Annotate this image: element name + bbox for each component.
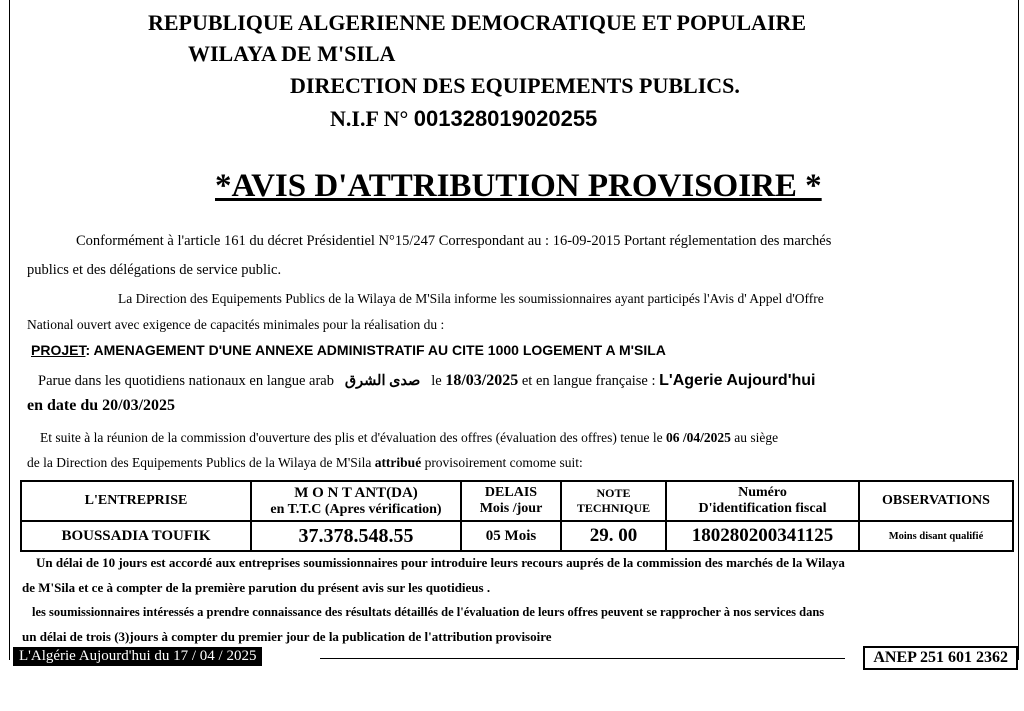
award-table	[20, 480, 1014, 552]
footer-line1: Un délai de 10 jours est accordé aux entreprises soumissionnaires pour introduire leurs recours auprés de la commission des marchés de la Wilaya	[36, 555, 845, 570]
para4-text: Et suite à la réunion de la commission d'ouverture des plis et d'évaluation des offres (évaluation des offres) tenue le	[40, 430, 663, 445]
nif-value: 001328019020255	[413, 106, 598, 131]
arabic-newspaper: صدى الشرق	[344, 373, 421, 389]
cell-entreprise: BOUSSADIA TOUFIK	[21, 521, 251, 551]
header-line2: WILAYA DE M'SILA	[188, 41, 396, 66]
french-newspaper: L'Agerie Aujourd'hui	[659, 372, 816, 389]
project	[31, 342, 666, 358]
header-montant: M O N T ANT(DA) en T.T.C (Apres vérification)	[251, 481, 461, 521]
para3-date: en date du 20/03/2025	[27, 397, 176, 414]
project-text: : AMENAGEMENT D'UNE ANNEXE ADMINISTRATIF AU CITE 1000 LOGEMENT A M'SILA	[85, 342, 666, 358]
para1-line1: Conformément à l'article 161 du décret Présidentiel N°15/247 Correspondant au : 16-09-2015 Portant réglementation des marchés	[76, 233, 832, 249]
header-line3: DIRECTION DES EQUIPEMENTS PUBLICS.	[290, 73, 740, 98]
para3-line1	[38, 372, 815, 390]
header-nif: Numéro D'identification fiscal	[666, 481, 859, 521]
meeting-date: 06 /04/2025	[665, 430, 731, 445]
para4-text2: de la Direction des Equipements Publics de la Wilaya de M'Sila	[27, 455, 372, 470]
cell-nif: 180280200341125	[666, 521, 859, 551]
para4-end2: provisoirement comome suit:	[424, 455, 583, 470]
bottom-rule	[320, 658, 845, 659]
anep-reference: ANEP 251 601 2362	[863, 646, 1018, 670]
header-entreprise: L'ENTREPRISE	[21, 481, 251, 521]
header-observations: OBSERVATIONS	[859, 481, 1013, 521]
para3-text: Parue dans les quotidiens nationaux en langue arab	[38, 373, 334, 389]
para1-line2: publics et des délégations de service public.	[27, 262, 282, 278]
para4-end: au siège	[734, 430, 779, 445]
para4-line1	[40, 430, 778, 446]
cell-montant: 37.378.548.55	[251, 521, 461, 551]
header-delais: DELAIS Mois /jour	[461, 481, 561, 521]
header-line1: REPUBLIQUE ALGERIENNE DEMOCRATIQUE ET POPULAIRE	[148, 10, 807, 35]
footer-line4: un délai de trois (3)jours à compter du premier jour de la publication de l'attribution provisoire	[22, 629, 552, 644]
table-row	[21, 521, 1013, 551]
attribue: attribué	[374, 455, 422, 470]
para4-line2	[27, 455, 583, 471]
para3-le: le	[431, 373, 442, 389]
header-note: NOTE TECHNIQUE	[561, 481, 666, 521]
table-header-row	[21, 481, 1013, 521]
nif-label: N.I.F N°	[330, 106, 409, 131]
footer-line3: les soumissionnaires intéressés a prendre connaissance des résultats détaillés de l'évaluation de leurs offres peuvent se rapprocher à nos services dans	[32, 605, 825, 619]
date-arab: 18/03/2025	[445, 372, 519, 389]
para2-line2: National ouvert avec exigence de capacités minimales pour la réalisation du :	[27, 317, 445, 332]
publication-banner: L'Algérie Aujourd'hui du 17 / 04 / 2025	[13, 647, 262, 666]
project-label: PROJET	[31, 342, 86, 358]
cell-note: 29. 00	[561, 521, 666, 551]
notice-title: *AVIS D'ATTRIBUTION PROVISOIRE *	[215, 168, 822, 204]
cell-observations: Moins disant qualifié	[859, 521, 1013, 551]
para3-fr: et en langue française :	[521, 373, 656, 389]
para2-line1: La Direction des Equipements Publics de la Wilaya de M'Sila informe les soumissionnaires ayant participés l'Avis d' Appel d'Offre	[118, 291, 824, 306]
nif	[330, 106, 597, 132]
footer-line2: de M'Sila et ce à compter de la première parution du présent avis sur les quotidieus .	[22, 580, 491, 595]
cell-delais: 05 Mois	[461, 521, 561, 551]
